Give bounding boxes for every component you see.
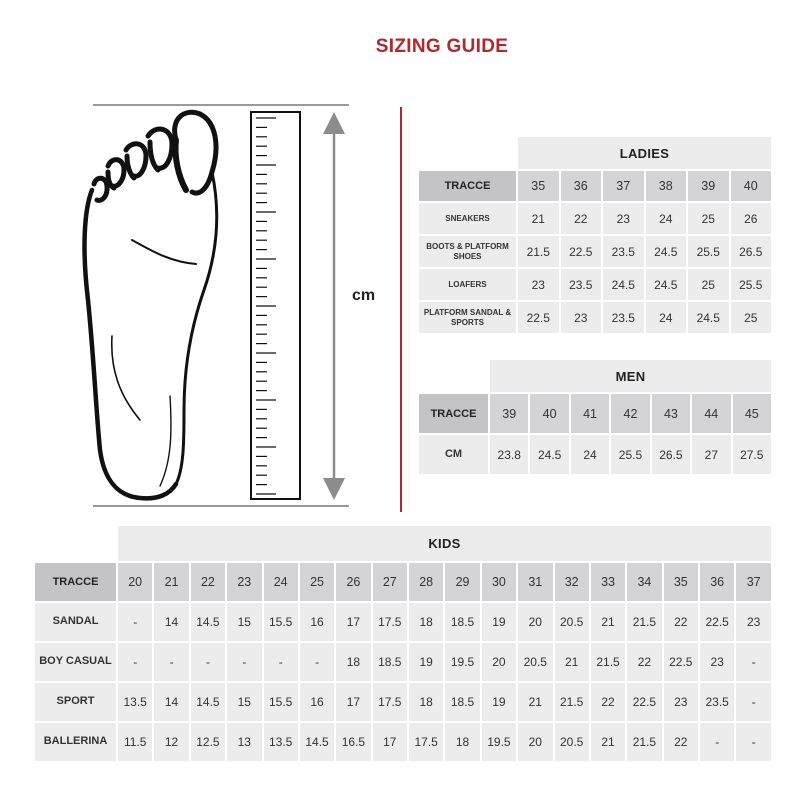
size-cell: 36 bbox=[561, 171, 602, 201]
value-cell: 14 bbox=[154, 683, 188, 721]
value-cell: 15.5 bbox=[264, 683, 298, 721]
value-cell: 19.5 bbox=[445, 643, 479, 681]
value-cell: 21.5 bbox=[518, 236, 559, 267]
unit-label: cm bbox=[352, 287, 376, 304]
value-cell: - bbox=[300, 643, 334, 681]
value-cell: 13.5 bbox=[118, 683, 152, 721]
value-cell: - bbox=[227, 643, 261, 681]
size-cell: 33 bbox=[591, 563, 625, 601]
value-cell: 15 bbox=[227, 603, 261, 641]
size-cell: 40 bbox=[731, 171, 772, 201]
value-cell: - bbox=[154, 643, 188, 681]
value-cell: 25 bbox=[731, 302, 772, 333]
table-row bbox=[419, 435, 771, 474]
row-label: BALLERINA bbox=[35, 723, 116, 761]
value-cell: 21.5 bbox=[555, 683, 589, 721]
size-cell: 29 bbox=[445, 563, 479, 601]
value-cell: 23 bbox=[561, 302, 602, 333]
value-cell: 25.5 bbox=[731, 269, 772, 300]
value-cell: 14.5 bbox=[191, 603, 225, 641]
table-row bbox=[419, 236, 771, 267]
size-label: TRACCE bbox=[419, 394, 488, 433]
value-cell: 21 bbox=[555, 643, 589, 681]
size-cell: 38 bbox=[646, 171, 687, 201]
table-row bbox=[35, 683, 771, 721]
size-cell: 41 bbox=[571, 394, 609, 433]
row-label: CM bbox=[419, 435, 488, 474]
value-cell: 12.5 bbox=[191, 723, 225, 761]
value-cell: 17.5 bbox=[373, 603, 407, 641]
value-cell: 12 bbox=[154, 723, 188, 761]
size-cell: 43 bbox=[652, 394, 690, 433]
size-cell: 22 bbox=[191, 563, 225, 601]
value-cell: 16 bbox=[300, 683, 334, 721]
corner-cell bbox=[419, 360, 488, 392]
value-cell: 18 bbox=[336, 643, 370, 681]
size-cell: 42 bbox=[611, 394, 649, 433]
value-cell: 21.5 bbox=[627, 603, 661, 641]
value-cell: 21.5 bbox=[627, 723, 661, 761]
value-cell: 24.5 bbox=[688, 302, 729, 333]
size-cell: 35 bbox=[518, 171, 559, 201]
value-cell: 22 bbox=[664, 723, 698, 761]
value-cell: 24 bbox=[571, 435, 609, 474]
divider-line bbox=[400, 107, 402, 512]
value-cell: 24 bbox=[646, 302, 687, 333]
value-cell: 16 bbox=[300, 603, 334, 641]
table-row bbox=[35, 723, 771, 761]
size-cell: 21 bbox=[154, 563, 188, 601]
value-cell: 19 bbox=[409, 643, 443, 681]
value-cell: 21 bbox=[591, 723, 625, 761]
value-cell: 17.5 bbox=[373, 683, 407, 721]
value-cell: 27.5 bbox=[733, 435, 771, 474]
size-cell: 30 bbox=[482, 563, 516, 601]
value-cell: 21 bbox=[591, 603, 625, 641]
value-cell: - bbox=[736, 643, 771, 681]
value-cell: - bbox=[700, 723, 734, 761]
row-label: SANDAL bbox=[35, 603, 116, 641]
size-cell: 44 bbox=[692, 394, 730, 433]
value-cell: 11.5 bbox=[118, 723, 152, 761]
value-cell: 19.5 bbox=[482, 723, 516, 761]
size-cell: 39 bbox=[688, 171, 729, 201]
table-row bbox=[419, 269, 771, 300]
value-cell: 23.5 bbox=[561, 269, 602, 300]
value-cell: - bbox=[736, 683, 771, 721]
size-cell: 34 bbox=[627, 563, 661, 601]
value-cell: 21 bbox=[518, 203, 559, 234]
value-cell: 13.5 bbox=[264, 723, 298, 761]
value-cell: 23.8 bbox=[490, 435, 528, 474]
value-cell: 25 bbox=[688, 203, 729, 234]
value-cell: 21.5 bbox=[591, 643, 625, 681]
table-title: KIDS bbox=[118, 526, 771, 561]
value-cell: 20.5 bbox=[518, 643, 552, 681]
value-cell: 20 bbox=[518, 603, 552, 641]
value-cell: 22.5 bbox=[627, 683, 661, 721]
value-cell: 24 bbox=[646, 203, 687, 234]
size-cell: 39 bbox=[490, 394, 528, 433]
value-cell: 18.5 bbox=[373, 643, 407, 681]
value-cell: - bbox=[118, 643, 152, 681]
size-cell: 36 bbox=[700, 563, 734, 601]
value-cell: - bbox=[264, 643, 298, 681]
table-row bbox=[419, 302, 771, 333]
size-cell: 28 bbox=[409, 563, 443, 601]
size-cell: 20 bbox=[118, 563, 152, 601]
value-cell: 15.5 bbox=[264, 603, 298, 641]
value-cell: 18.5 bbox=[445, 683, 479, 721]
value-cell: 20 bbox=[482, 643, 516, 681]
value-cell: 22 bbox=[591, 683, 625, 721]
size-cell: 23 bbox=[227, 563, 261, 601]
value-cell: 26 bbox=[731, 203, 772, 234]
table-title: MEN bbox=[490, 360, 771, 392]
value-cell: 22.5 bbox=[664, 643, 698, 681]
value-cell: 18 bbox=[445, 723, 479, 761]
value-cell: 23.5 bbox=[603, 302, 644, 333]
measure-arrow-icon bbox=[323, 112, 345, 500]
row-label: LOAFERS bbox=[419, 269, 516, 300]
value-cell: 15 bbox=[227, 683, 261, 721]
value-cell: 23 bbox=[603, 203, 644, 234]
value-cell: 23 bbox=[518, 269, 559, 300]
foot-measure-illustration bbox=[0, 0, 400, 520]
value-cell: 27 bbox=[692, 435, 730, 474]
value-cell: 25.5 bbox=[611, 435, 649, 474]
kids-size-table bbox=[33, 524, 773, 763]
size-label: TRACCE bbox=[419, 171, 516, 201]
value-cell: 16.5 bbox=[336, 723, 370, 761]
value-cell: 18 bbox=[409, 603, 443, 641]
size-cell: 40 bbox=[530, 394, 568, 433]
value-cell: 17 bbox=[336, 683, 370, 721]
value-cell: 24.5 bbox=[530, 435, 568, 474]
value-cell: 18.5 bbox=[445, 603, 479, 641]
value-cell: 22.5 bbox=[561, 236, 602, 267]
size-cell: 27 bbox=[373, 563, 407, 601]
value-cell: 24.5 bbox=[646, 236, 687, 267]
value-cell: 14.5 bbox=[300, 723, 334, 761]
size-cell: 35 bbox=[664, 563, 698, 601]
value-cell: 23 bbox=[664, 683, 698, 721]
table-title: LADIES bbox=[518, 137, 771, 169]
value-cell: 20.5 bbox=[555, 723, 589, 761]
size-label: TRACCE bbox=[35, 563, 116, 601]
value-cell: 25 bbox=[688, 269, 729, 300]
size-cell: 26 bbox=[336, 563, 370, 601]
value-cell: 19 bbox=[482, 603, 516, 641]
value-cell: 24.5 bbox=[646, 269, 687, 300]
value-cell: 26.5 bbox=[731, 236, 772, 267]
value-cell: 22.5 bbox=[518, 302, 559, 333]
value-cell: 22 bbox=[561, 203, 602, 234]
foot-outline-icon bbox=[85, 112, 217, 498]
row-label: SNEAKERS bbox=[419, 203, 516, 234]
value-cell: 24.5 bbox=[603, 269, 644, 300]
value-cell: 14 bbox=[154, 603, 188, 641]
value-cell: 25.5 bbox=[688, 236, 729, 267]
page-title: SIZING GUIDE bbox=[375, 36, 509, 57]
row-label: BOY CASUAL bbox=[35, 643, 116, 681]
ruler-icon bbox=[251, 112, 300, 499]
row-label: SPORT bbox=[35, 683, 116, 721]
size-cell: 45 bbox=[733, 394, 771, 433]
value-cell: 20 bbox=[518, 723, 552, 761]
value-cell: 18 bbox=[409, 683, 443, 721]
size-cell: 32 bbox=[555, 563, 589, 601]
value-cell: 13 bbox=[227, 723, 261, 761]
value-cell: 23 bbox=[700, 643, 734, 681]
value-cell: 17 bbox=[373, 723, 407, 761]
value-cell: 21 bbox=[518, 683, 552, 721]
value-cell: - bbox=[118, 603, 152, 641]
table-row bbox=[35, 603, 771, 641]
row-label: PLATFORM SANDAL & SPORTS bbox=[419, 302, 516, 333]
value-cell: 19 bbox=[482, 683, 516, 721]
value-cell: - bbox=[191, 643, 225, 681]
value-cell: 22.5 bbox=[700, 603, 734, 641]
value-cell: 17.5 bbox=[409, 723, 443, 761]
value-cell: 23 bbox=[736, 603, 771, 641]
size-cell: 37 bbox=[603, 171, 644, 201]
size-cell: 37 bbox=[736, 563, 771, 601]
row-label: BOOTS & PLATFORM SHOES bbox=[419, 236, 516, 267]
size-cell: 24 bbox=[264, 563, 298, 601]
table-row bbox=[419, 203, 771, 234]
value-cell: 26.5 bbox=[652, 435, 690, 474]
value-cell: 23.5 bbox=[700, 683, 734, 721]
size-cell: 31 bbox=[518, 563, 552, 601]
value-cell: 23.5 bbox=[603, 236, 644, 267]
men-size-table bbox=[417, 358, 773, 476]
corner-cell bbox=[35, 526, 116, 561]
value-cell: 14.5 bbox=[191, 683, 225, 721]
value-cell: 22 bbox=[664, 603, 698, 641]
size-cell: 25 bbox=[300, 563, 334, 601]
corner-cell bbox=[419, 137, 516, 169]
value-cell: 22 bbox=[627, 643, 661, 681]
ladies-size-table bbox=[417, 135, 773, 335]
table-row bbox=[35, 643, 771, 681]
value-cell: 20.5 bbox=[555, 603, 589, 641]
value-cell: - bbox=[736, 723, 771, 761]
value-cell: 17 bbox=[336, 603, 370, 641]
